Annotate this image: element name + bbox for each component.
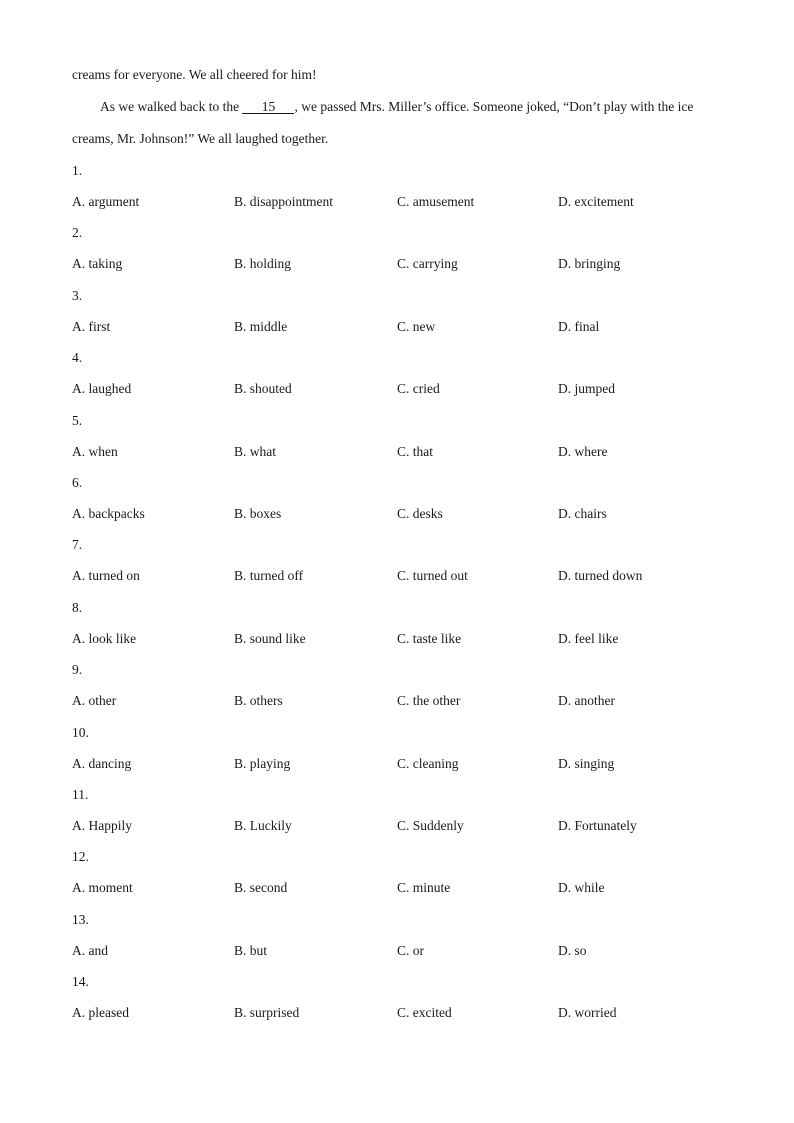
- option-a: A. backpacks: [72, 506, 145, 521]
- option-d: D. jumped: [558, 381, 615, 397]
- option-a: A. other: [72, 693, 117, 709]
- option-c: C. cried: [397, 381, 440, 397]
- option-d: D. final: [558, 318, 600, 334]
- blank-15: 15: [242, 100, 294, 114]
- question-number: 6.: [72, 475, 83, 490]
- question-options-row: [72, 444, 732, 462]
- option-c: C. that: [397, 443, 433, 459]
- question-number: 10.: [72, 724, 89, 740]
- option-c: C. minute: [397, 880, 451, 896]
- option-c: C. new: [397, 318, 436, 334]
- question-options-row: [72, 194, 732, 212]
- option-a: A. and: [72, 942, 108, 958]
- option-b: B. playing: [234, 755, 291, 771]
- question-options-row: [72, 568, 732, 586]
- option-b: B. second: [234, 880, 288, 896]
- question-number: 5.: [72, 412, 83, 428]
- option-b: B. Luckily: [234, 818, 292, 833]
- option-d: D. excitement: [558, 194, 634, 209]
- option-b: B. what: [234, 443, 276, 459]
- option-d: D. another: [558, 693, 615, 709]
- question-options-row: [72, 818, 732, 836]
- option-a: A. look like: [72, 630, 137, 646]
- option-b: B. but: [234, 942, 268, 958]
- option-d: D. singing: [558, 755, 615, 771]
- option-a: A. taking: [72, 256, 123, 272]
- option-d: D. feel like: [558, 630, 619, 646]
- option-a: A. laughed: [72, 381, 132, 397]
- option-c: C. excited: [397, 1005, 452, 1021]
- option-b: B. disappointment: [234, 194, 333, 209]
- question-options-row: [72, 319, 732, 337]
- option-d: D. so: [558, 942, 587, 958]
- option-c: C. carrying: [397, 256, 458, 272]
- option-c: C. Suddenly: [397, 818, 464, 833]
- question-options-row: [72, 693, 732, 711]
- question-options-row: [72, 256, 732, 274]
- question-number: 13.: [72, 911, 89, 927]
- option-b: B. others: [234, 693, 283, 709]
- question-number: 3.: [72, 287, 83, 303]
- question-number: 11.: [72, 787, 89, 802]
- question-number: 2.: [72, 225, 83, 241]
- option-c: C. cleaning: [397, 755, 459, 771]
- passage-line-1: creams for everyone. We all cheered for him!: [72, 67, 317, 82]
- option-a: A. when: [72, 443, 118, 459]
- question-number: 14.: [72, 974, 89, 990]
- question-options-row: [72, 756, 732, 774]
- option-c: C. desks: [397, 506, 443, 521]
- option-b: B. sound like: [234, 630, 306, 646]
- question-number: 12.: [72, 849, 89, 865]
- option-b: B. turned off: [234, 568, 304, 584]
- option-d: D. while: [558, 880, 605, 896]
- question-options-row: [72, 506, 732, 524]
- option-b: B. surprised: [234, 1005, 300, 1021]
- option-d: D. Fortunately: [558, 818, 637, 833]
- question-number: 1.: [72, 163, 83, 178]
- option-b: B. holding: [234, 256, 292, 272]
- option-d: D. chairs: [558, 506, 607, 521]
- option-b: B. shouted: [234, 381, 292, 397]
- option-c: C. the other: [397, 693, 461, 709]
- option-c: C. or: [397, 942, 424, 958]
- option-a: A. pleased: [72, 1005, 129, 1021]
- option-c: C. turned out: [397, 568, 468, 584]
- question-options-row: [72, 381, 732, 399]
- option-a: A. dancing: [72, 755, 132, 771]
- question-number: 9.: [72, 662, 83, 678]
- option-a: A. Happily: [72, 818, 132, 833]
- option-d: D. worried: [558, 1005, 617, 1021]
- passage-line-2-after: , we passed Mrs. Miller’s office. Someone joked, “Don’t play with the ice: [294, 99, 694, 114]
- option-a: A. first: [72, 318, 111, 334]
- option-d: D. turned down: [558, 568, 643, 584]
- question-options-row: [72, 880, 732, 898]
- question-number: 7.: [72, 537, 83, 553]
- option-c: C. taste like: [397, 630, 462, 646]
- option-b: B. middle: [234, 318, 288, 334]
- option-a: A. turned on: [72, 568, 140, 584]
- option-b: B. boxes: [234, 506, 282, 521]
- option-d: D. where: [558, 443, 608, 459]
- option-a: A. moment: [72, 880, 133, 896]
- question-options-row: [72, 943, 732, 961]
- option-d: D. bringing: [558, 256, 621, 272]
- passage-line-2: [100, 99, 693, 115]
- passage-line-2-before: As we walked back to the: [100, 99, 243, 114]
- passage-line-3: creams, Mr. Johnson!” We all laughed together.: [72, 131, 329, 146]
- option-a: A. argument: [72, 194, 140, 209]
- question-options-row: [72, 1005, 732, 1023]
- option-c: C. amusement: [397, 194, 475, 209]
- question-options-row: [72, 631, 732, 649]
- question-number: 4.: [72, 350, 83, 366]
- question-number: 8.: [72, 599, 83, 615]
